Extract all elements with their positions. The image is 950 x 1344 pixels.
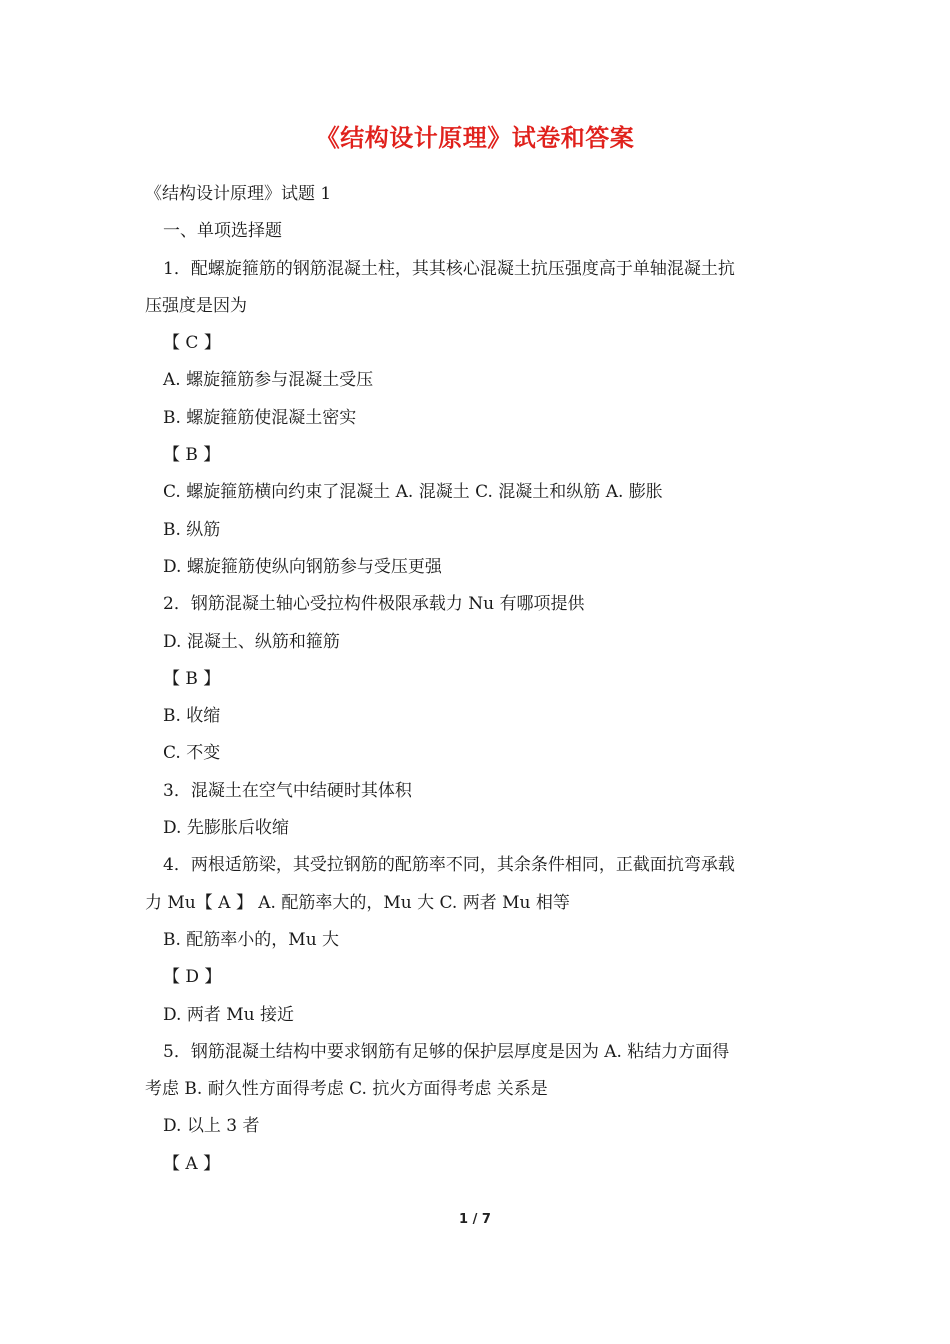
- text-line: B. 螺旋箍筋使混凝土密实: [163, 407, 357, 428]
- text-line: D. 螺旋箍筋使纵向钢筋参与受压更强: [163, 556, 442, 577]
- text-line: 【 B 】: [163, 668, 221, 689]
- text-line: B. 收缩: [163, 706, 221, 727]
- text-line: 考虑 B. 耐久性方面得考虑 C. 抗火方面得考虑 关系是: [145, 1079, 548, 1100]
- page-indicator: 1 / 7: [459, 1212, 491, 1227]
- text-line: C. 螺旋箍筋横向约束了混凝土 A. 混凝土 C. 混凝土和纵筋 A. 膨胀: [163, 482, 663, 503]
- text-line: 力 Mu【 A 】 A. 配筋率大的，Mu 大 C. 两者 Mu 相等: [145, 892, 570, 913]
- text-line: B. 纵筋: [163, 519, 221, 540]
- text-line: 4．两根适筋梁，其受拉钢筋的配筋率不同，其余条件相同，正截面抗弯承载: [163, 855, 735, 876]
- text-line: A. 螺旋箍筋参与混凝土受压: [163, 370, 374, 391]
- text-line: C. 不变: [163, 743, 221, 764]
- document-title: 《结构设计原理》试卷和答案: [315, 124, 635, 152]
- text-line: D. 以上 3 者: [163, 1116, 260, 1137]
- text-line: 压强度是因为: [145, 295, 247, 316]
- document-body: [145, 176, 810, 1183]
- text-line: D. 先膨胀后收缩: [163, 818, 289, 839]
- text-line: D. 混凝土、纵筋和箍筋: [163, 631, 340, 652]
- text-line: 《结构设计原理》试题 1: [145, 184, 332, 204]
- text-line: 【 C 】: [163, 333, 221, 354]
- text-line: D. 两者 Mu 接近: [163, 1004, 294, 1025]
- text-line: 【 B 】: [163, 445, 221, 466]
- text-line: 【 A 】: [163, 1153, 221, 1174]
- text-line: 3．混凝土在空气中结硬时其体积: [163, 780, 412, 801]
- text-line: B. 配筋率小的，Mu 大: [163, 929, 340, 950]
- text-line: 一、单项选择题: [163, 221, 282, 242]
- text-line: 5．钢筋混凝土结构中要求钢筋有足够的保护层厚度是因为 A. 粘结力方面得: [163, 1041, 730, 1062]
- text-line: 2．钢筋混凝土轴心受拉构件极限承载力 Nu 有哪项提供: [163, 594, 585, 615]
- text-line: 【 D 】: [163, 967, 222, 988]
- text-line: 1．配螺旋箍筋的钢筋混凝土柱，其其核心混凝土抗压强度高于单轴混凝土抗: [163, 258, 735, 279]
